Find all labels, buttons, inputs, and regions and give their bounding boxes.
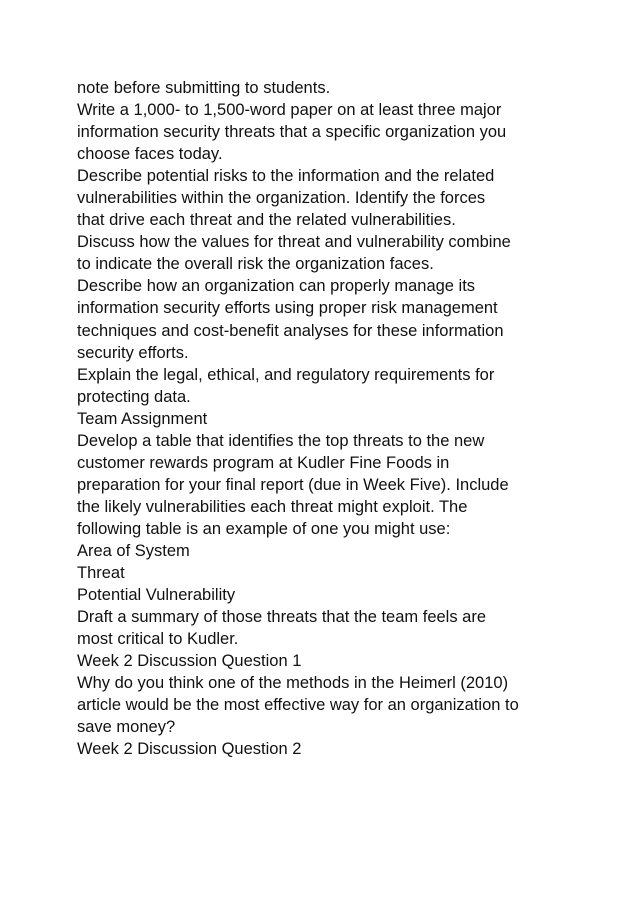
text-line: vulnerabilities within the organization. Identify the forces [77, 189, 486, 208]
text-line: to indicate the overall risk the organization faces. [77, 255, 434, 274]
text-line: that drive each threat and the related vulnerabilities. [77, 211, 456, 230]
table-column-label: Potential Vulnerability [77, 586, 236, 605]
text-line: the likely vulnerabilities each threat might exploit. The [77, 497, 468, 516]
text-line: security efforts. [77, 343, 189, 362]
text-line: preparation for your final report (due in Week Five). Include [77, 475, 509, 494]
table-column-label: Area of System [77, 541, 190, 560]
section-heading: Team Assignment [77, 409, 208, 428]
section-heading: Week 2 Discussion Question 2 [77, 740, 302, 759]
table-column-label: Threat [77, 564, 125, 583]
text-line: most critical to Kudler. [77, 630, 239, 649]
section-heading: Week 2 Discussion Question 1 [77, 652, 302, 671]
text-line: Develop a table that identifies the top threats to the new [77, 431, 485, 450]
document-body [77, 77, 597, 760]
text-line: techniques and cost-benefit analyses for these information [77, 321, 504, 340]
text-line: protecting data. [77, 387, 191, 406]
text-line: Discuss how the values for threat and vulnerability combine [77, 233, 511, 252]
text-line: Draft a summary of those threats that the team feels are [77, 608, 487, 627]
text-line: information security threats that a specific organization you [77, 123, 507, 142]
text-line: information security efforts using proper risk management [77, 299, 498, 318]
text-line: Write a 1,000- to 1,500-word paper on at least three major [77, 101, 502, 120]
text-line: Describe potential risks to the information and the related [77, 167, 495, 186]
text-line: customer rewards program at Kudler Fine Foods in [77, 453, 450, 472]
text-line: note before submitting to students. [77, 79, 331, 97]
text-line: save money? [77, 718, 176, 737]
text-line: Explain the legal, ethical, and regulatory requirements for [77, 365, 495, 384]
text-line: Describe how an organization can properly manage its [77, 277, 476, 296]
text-line: article would be the most effective way for an organization to [77, 696, 519, 715]
text-line: following table is an example of one you might use: [77, 519, 451, 538]
text-line: Why do you think one of the methods in the Heimerl (2010) [77, 674, 509, 693]
text-line: choose faces today. [77, 145, 223, 164]
